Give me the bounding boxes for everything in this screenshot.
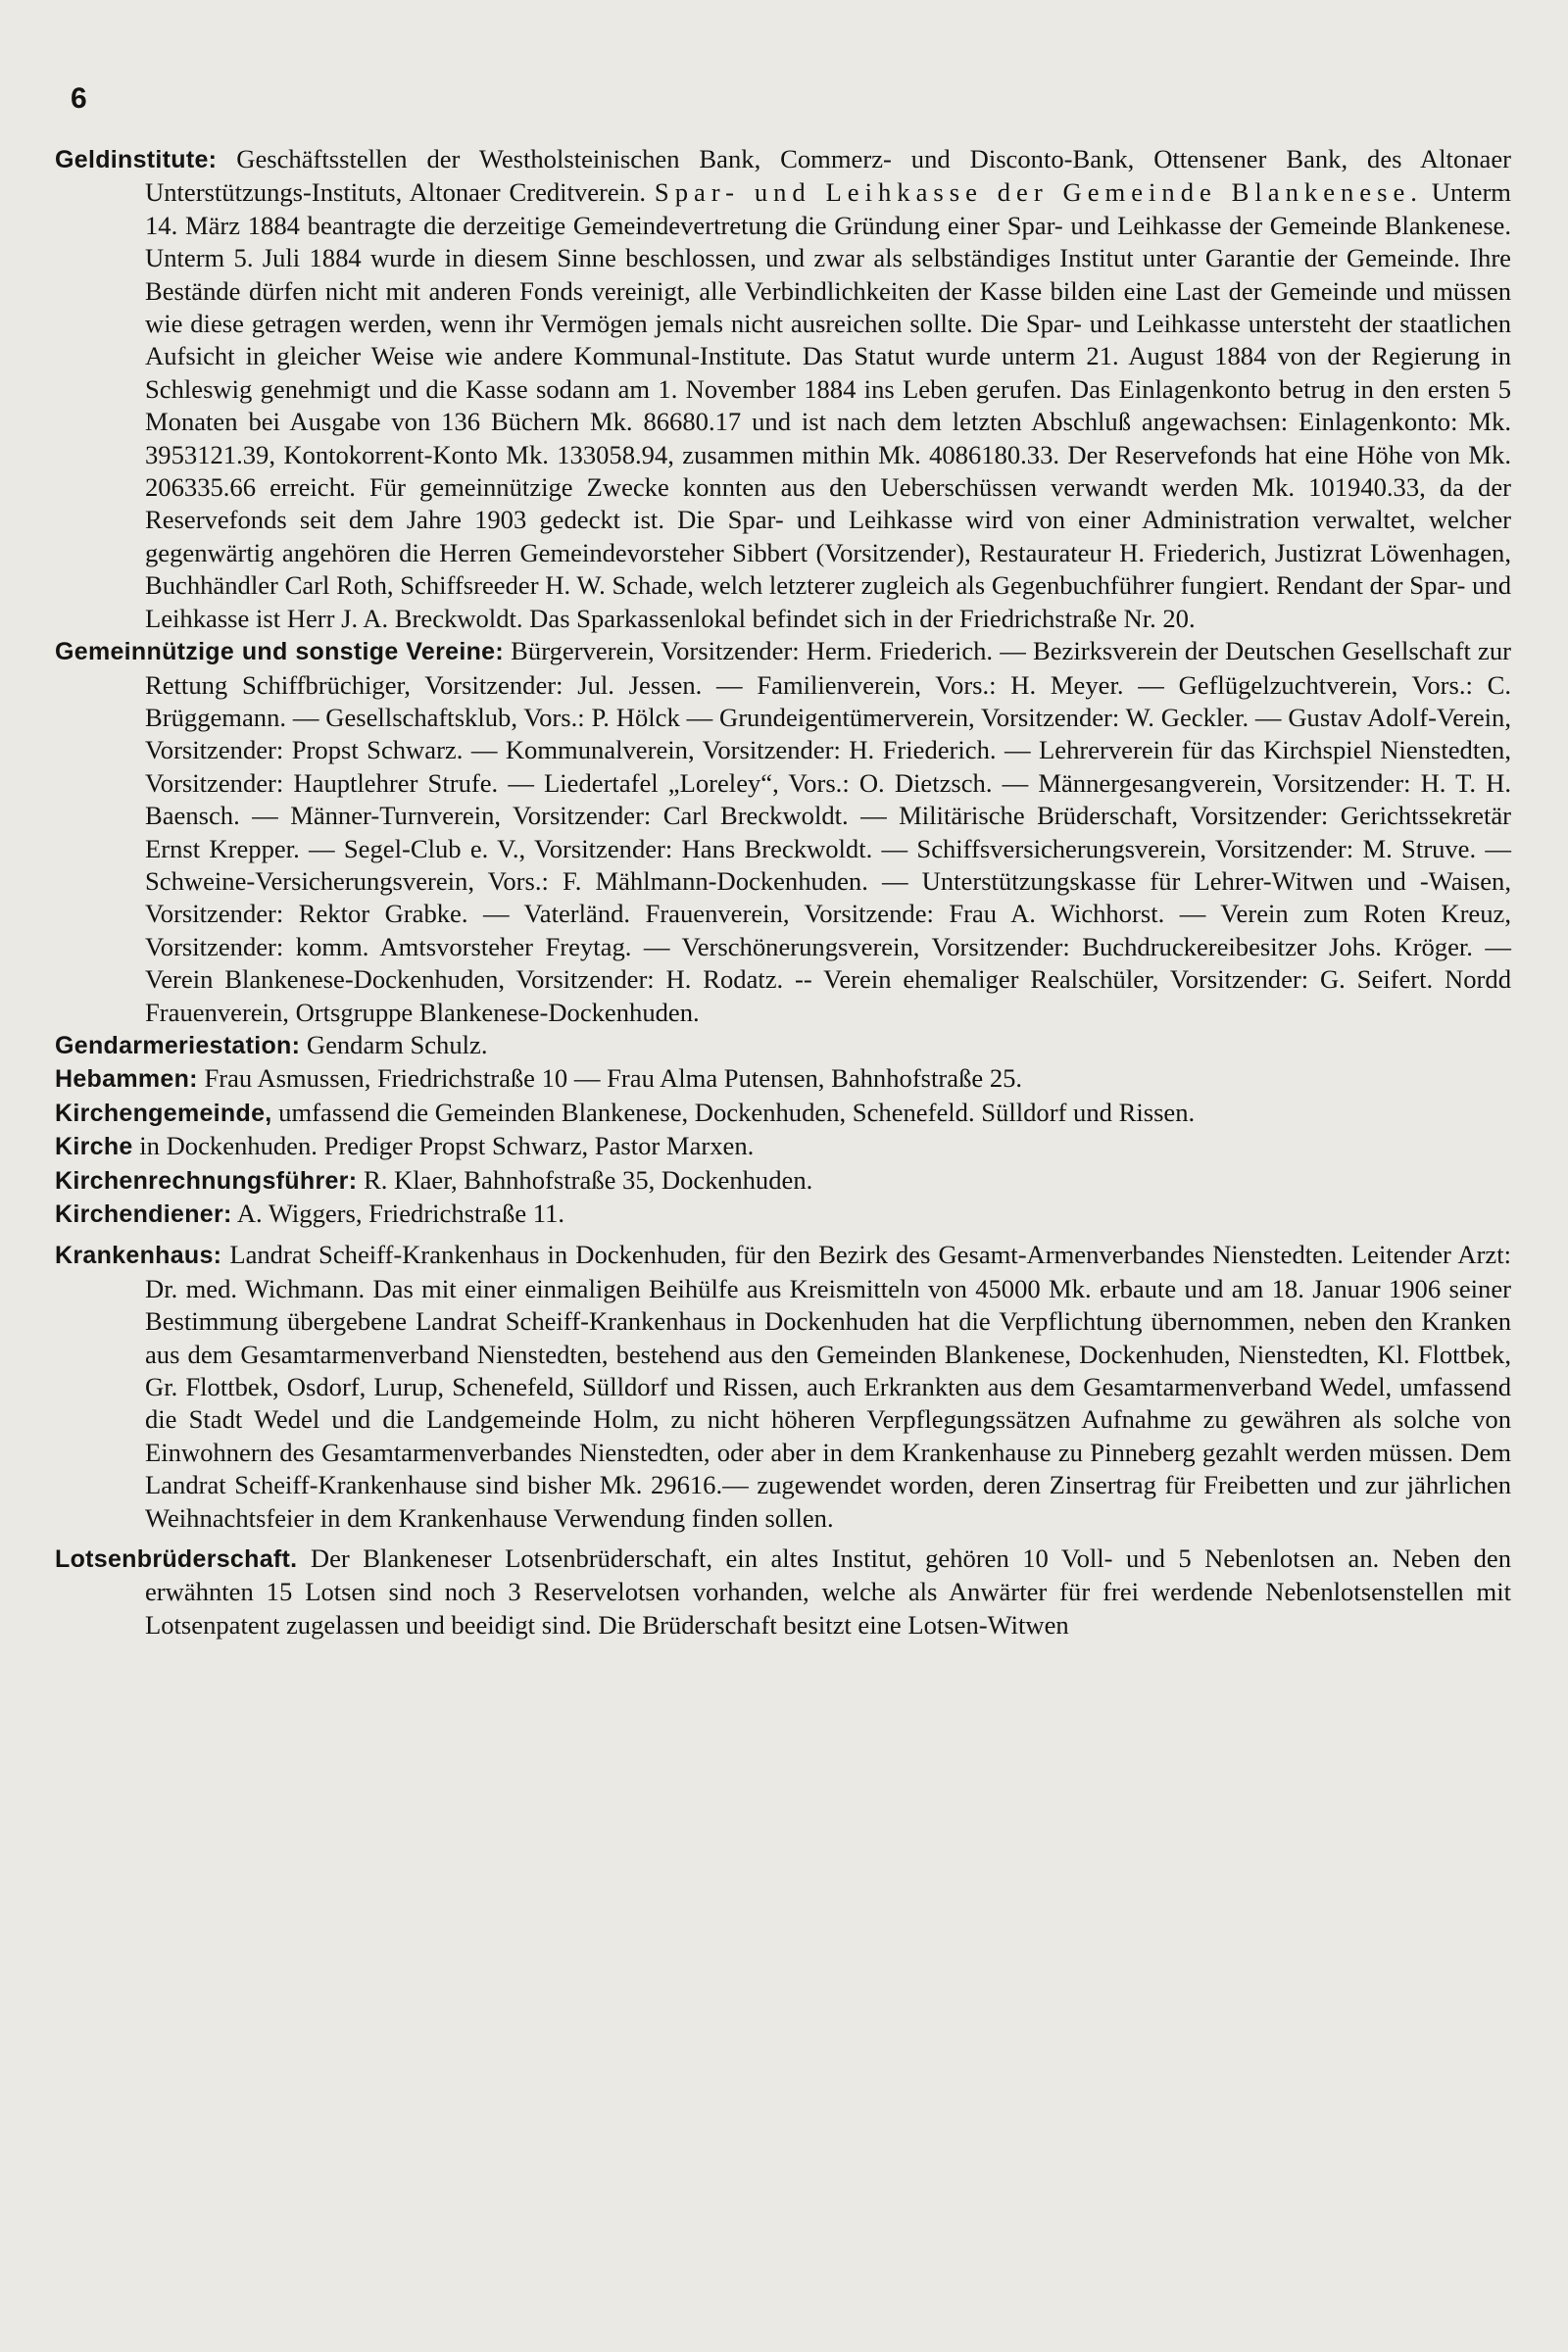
entry-krankenhaus	[55, 1239, 1511, 1535]
entry-term: Geldinstitute:	[55, 146, 218, 173]
entry-term: Lotsenbrüderschaft.	[55, 1545, 298, 1574]
entry-kirche	[55, 1130, 1511, 1163]
entry-text: Landrat Scheiff-Krankenhaus in Dockenhuden, für den Bezirk des Gesamt-Armenverbandes Nienstedten. Leitender Arzt: Dr. med. Wichmann. Das mit einer einmaligen Beihülfe aus Kreismitteln von 45000 Mk. erbaute und am 18. Januar 1906 seiner Bestimmung übergebene Landrat Scheiff-Krankenhaus in Dockenhuden hat die Verpflichtung übernommen, neben den Kranken aus dem Gesamtarmenverband Nienstedten, bestehend aus den Gemeinden Blankenese, Dockenhuden, Nienstedten, Kl. Flottbek, Gr. Flottbek, Osdorf, Lurup, Schenefeld, Sülldorf und Rissen, auch Erkrankten aus dem Gesamtarmenverband Wedel, umfassend die Stadt Wedel und die Landgemeinde Holm, zu nicht höheren Verpflegungssätzen Aufnahme zu gewähren als solche von Einwohnern des Gesamtarmenverbandes Nienstedten, oder aber in dem Krankenhause zu Pinneberg gezahlt werden müssen. Dem Landrat Scheiff-Krankenhause sind bisher Mk. 29616.— zugewendet worden, deren Zinsertrag für Freibetten und zur jährlichen Weihnachtsfeier in dem Krankenhause Verwendung finden sollen.	[145, 1240, 1511, 1533]
entry-kirchendiener	[55, 1198, 1511, 1231]
entry-lotsenbruederschaft	[55, 1543, 1511, 1642]
entry-term: Gendarmeriestation:	[55, 1031, 301, 1059]
entry-spaced-text: Spar- und Leihkasse der Gemeinde Blankenese.	[654, 177, 1423, 208]
entry-kirchengemeinde	[55, 1097, 1511, 1130]
entry-text: umfassend die Gemeinden Blankenese, Dockenhuden, Schenefeld. Sülldorf und Rissen.	[271, 1097, 1196, 1127]
entry-term: Hebammen:	[55, 1065, 198, 1094]
entry-term: Kirchendiener:	[55, 1200, 232, 1228]
entry-text: Unterm 14. März 1884 beantragte die derzeitige Gemeindevertretung die Gründung einer Spar- und Leihkasse der Gemeinde Blankenese. Unterm 5. Juli 1884 wurde in diesem Sinne beschlossen, und zwar als selbständiges Institut unter Garantie der Gemeinde. Ihre Bestände dürfen nicht mit anderen Fonds vereinigt, alle Verbindlichkeiten der Kasse bilden eine Last der Gemeinde und müssen wie diese getragen werden, wenn ihr Vermögen jemals nicht ausreichen sollte. Die Spar- und Leihkasse untersteht der staatlichen Aufsicht in gleicher Weise wie andere Kommunal-Institute. Das Statut wurde unterm 21. August 1884 von der Regierung in Schleswig genehmigt und die Kasse sodann am 1. November 1884 ins Leben gerufen. Das Einlagenkonto betrug in den ersten 5 Monaten bei Ausgabe von 136 Büchern Mk. 86680.17 und ist nach dem letzten Abschluß angewachsen: Einlagenkonto: Mk. 3953121.39, Kontokorrent-Konto Mk. 133058.94, zusammen mithin Mk. 4086180.33. Der Reservefonds hat eine Höhe von Mk. 206335.66 erreicht. Für gemeinnützige Zwecke konnten aus den Ueberschüssen verwandt werden Mk. 101940.33, da der Reservefonds seit dem Jahre 1903 gedeckt ist. Die Spar- und Leihkasse wird von einer Administration verwaltet, welcher gegenwärtig angehören die Herren Gemeindevorsteher Sibbert (Vorsitzender), Restaurateur H. Friederich, Justizrat Löwenhagen, Buchhändler Carl Roth, Schiffsreeder H. W. Schade, welch letzterer zugleich als Gegenbuchführer fungiert. Rendant der Spar- und Leihkasse ist Herr J. A. Breckwoldt. Das Sparkassenlokal befindet sich in der Friedrichstraße Nr. 20.	[145, 177, 1511, 633]
entry-text: in Dockenhuden. Prediger Propst Schwarz, Pastor Marxen.	[132, 1131, 755, 1161]
entry-gendarmerie	[55, 1029, 1511, 1062]
entry-text: A. Wiggers, Friedrichstraße 11.	[231, 1199, 565, 1228]
entry-text: Geschäftsstellen der Westholsteinischen Bank, Commerz- und Disconto-Bank, Ottensener Bank, des Altonaer Unterstützungs-Instituts, Altonaer Creditverein.	[145, 144, 1511, 208]
entry-vereine	[55, 635, 1511, 1029]
entry-text: R. Klaer, Bahnhofstraße 35, Dockenhuden.	[357, 1164, 813, 1195]
entry-text: Gendarm Schulz.	[300, 1029, 488, 1059]
entry-term: Gemeinnützige und sonstige Vereine:	[55, 638, 504, 666]
page-number: 6	[71, 82, 87, 115]
entry-text: Der Blankeneser Lotsenbrüderschaft, ein altes Institut, gehören 10 Voll- und 5 Nebenlotsen an. Neben den erwähnten 15 Lotsen sind noch 3 Reservelotsen vorhanden, welche als Anwärter für frei werdende Nebenlotsenstellen mit Lotsenpatent zugelassen und beeidigt sind. Die Brüderschaft besitzt eine Lotsen-Witwen	[145, 1544, 1511, 1640]
entry-term: Krankenhaus:	[55, 1242, 222, 1270]
entry-term: Kirche	[55, 1133, 133, 1161]
entry-text: Frau Asmussen, Friedrichstraße 10 — Frau Alma Putensen, Bahnhofstraße 25.	[197, 1063, 1023, 1094]
entry-hebammen	[55, 1062, 1511, 1096]
entry-kirchenrechnungsfuehrer	[55, 1164, 1511, 1198]
entry-term: Kirchenrechnungsführer:	[55, 1166, 358, 1195]
entry-text: Bürgerverein, Vorsitzender: Herm. Friederich. — Bezirksverein der Deutschen Gesellschaft zur Rettung Schiffbrüchiger, Vorsitzender: Jul. Jessen. — Familienverein, Vors.: H. Meyer. — Geflügelzuchtverein, Vors.: C. Brüggemann. — Gesellschaftsklub, Vors.: P. Hölck — Grundeigentümerverein, Vorsitzender: W. Geckler. — Gustav Adolf-Verein, Vorsitzender: Propst Schwarz. — Kommunalverein, Vorsitzender: H. Friederich. — Lehrerverein für das Kirchspiel Nienstedten, Vorsitzender: Hauptlehrer Strufe. — Liedertafel „Loreley“, Vors.: O. Dietzsch. — Männergesangverein, Vorsitzender: H. T. H. Baensch. — Männer-Turnverein, Vorsitzender: Carl Breckwoldt. — Militärische Brüderschaft, Vorsitzender: Gerichtssekretär Ernst Krepper. — Segel-Club e. V., Vorsitzender: Hans Breckwoldt. — Schiffsversicherungsverein, Vorsitzender: M. Struve. — Schweine-Versicherungsverein, Vors.: F. Mählmann-Dockenhuden. — Unterstützungskasse für Lehrer-Witwen und -Waisen, Vorsitzender: Rektor Grabke. — Vaterländ. Frauenverein, Vorsitzende: Frau A. Wichhorst. — Verein zum Roten Kreuz, Vorsitzender: komm. Amtsvorsteher Freytag. — Verschönerungsverein, Vorsitzender: Buchdruckereibesitzer Johs. Kröger. — Verein Blankenese-Dockenhuden, Vorsitzender: H. Rodatz. -- Verein ehemaliger Realschüler, Vorsitzender: G. Seifert. Nordd Frauenverein, Ortsgruppe Blankenese-Dockenhuden.	[145, 636, 1511, 1027]
directory-entries	[55, 143, 1511, 1642]
entry-term: Kirchengemeinde,	[55, 1099, 272, 1127]
entry-geldinstitute	[55, 143, 1511, 635]
